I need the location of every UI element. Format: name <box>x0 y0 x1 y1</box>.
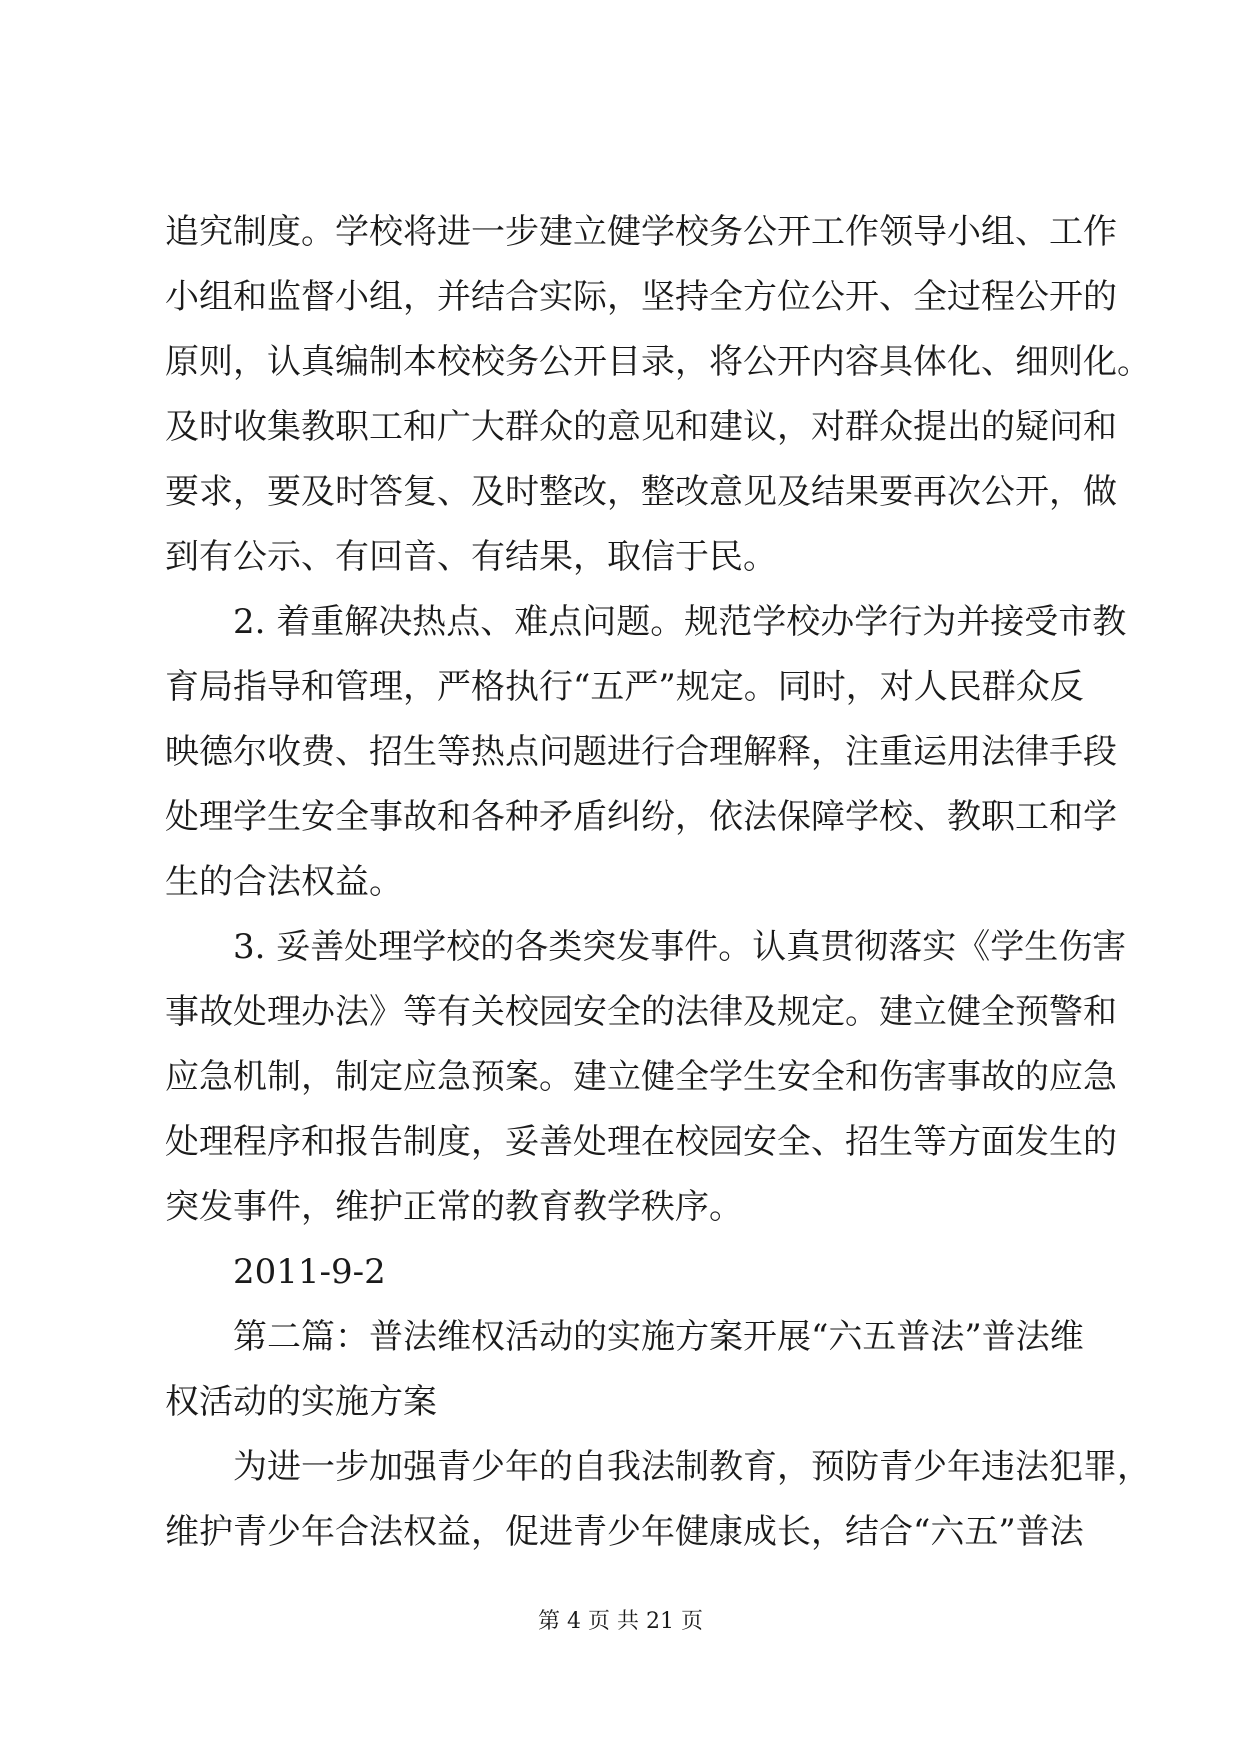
text-line: 小组和监督小组，并结合实际，坚持全方位公开、全过程公开的 <box>165 277 1117 317</box>
text-line: 追究制度。学校将进一步建立健学校务公开工作领导小组、工作 <box>165 212 1117 252</box>
text-line: 映德尔收费、招生等热点问题进行合理解释，注重运用法律手段 <box>165 732 1117 772</box>
text-line: 事故处理办法》等有关校园安全的法律及规定。建立健全预警和 <box>165 992 1117 1032</box>
paragraph <box>165 1240 1075 1305</box>
text-line: 应急机制，制定应急预案。建立健全学生安全和伤害事故的应急 <box>165 1057 1117 1097</box>
text-line: 到有公示、有回音、有结果，取信于民。 <box>165 537 777 577</box>
paragraph <box>165 1435 1151 1565</box>
text-line: 原则，认真编制本校校务公开目录，将公开内容具体化、细则化。 <box>165 342 1151 382</box>
text-line: 要求，要及时答复、及时整改，整改意见及结果要再次公开，做 <box>165 472 1117 512</box>
text-line: 处理程序和报告制度，妥善处理在校园安全、招生等方面发生的 <box>165 1122 1117 1162</box>
text-line: 处理学生安全事故和各种矛盾纠纷，依法保障学校、教职工和学 <box>165 797 1117 837</box>
paragraph <box>165 590 1127 915</box>
paragraph <box>165 1305 1084 1435</box>
paragraph <box>165 200 1151 590</box>
page-footer: 第 4 页 共 21 页 <box>538 1609 703 1634</box>
text-line: 2011-9-2 <box>233 1252 386 1292</box>
document-body <box>165 200 1151 1565</box>
text-line: 权活动的实施方案 <box>165 1382 437 1422</box>
text-line: 及时收集教职工和广大群众的意见和建议，对群众提出的疑问和 <box>165 407 1117 447</box>
text-line: 维护青少年合法权益，促进青少年健康成长，结合“六五”普法 <box>165 1512 1084 1552</box>
text-line: 生的合法权益。 <box>165 862 403 902</box>
text-line: 2. 着重解决热点、难点问题。规范学校办学行为并接受市教 <box>233 602 1127 642</box>
text-line: 育局指导和管理，严格执行“五严”规定。同时，对人民群众反 <box>165 667 1084 707</box>
text-line: 突发事件，维护正常的教育教学秩序。 <box>165 1187 743 1227</box>
text-line: 第二篇：普法维权活动的实施方案开展“六五普法”普法维 <box>233 1317 1084 1357</box>
paragraph <box>165 915 1127 1240</box>
text-line: 为进一步加强青少年的自我法制教育，预防青少年违法犯罪， <box>233 1447 1151 1487</box>
text-line: 3. 妥善处理学校的各类突发事件。认真贯彻落实《学生伤害 <box>233 927 1127 967</box>
